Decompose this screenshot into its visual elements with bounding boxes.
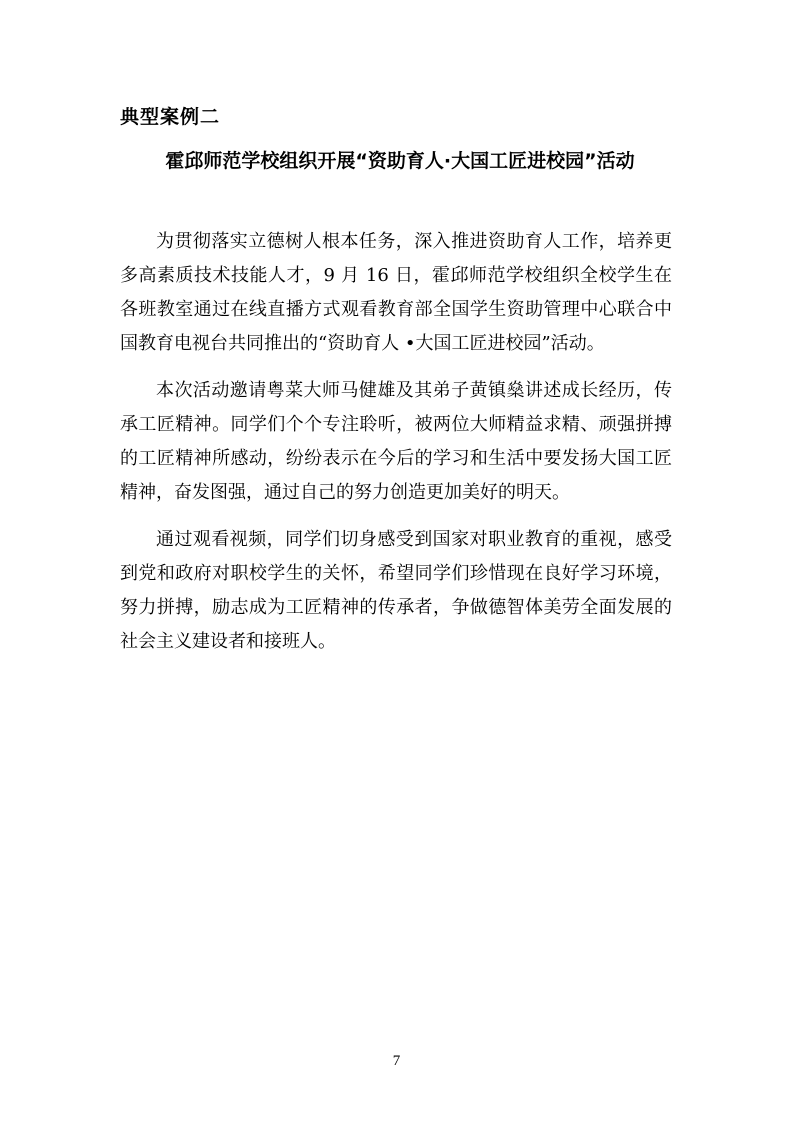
document-body [120, 225, 672, 672]
page-number: 7 [392, 1053, 401, 1069]
paragraph-3: 通过观看视频，同学们切身感受到国家对职业教育的重视，感受到党和政府对职校学生的关怀，希望同学们珍惜现在良好学习环境，努力拼搏，励志成为工匠精神的传承者，争做德智体美劳全面发展的社会主义建设者和接班人。 [120, 529, 672, 652]
case-label: 典型案例二 [120, 106, 221, 128]
document-title: 霍邱师范学校组织开展“资助育人·大国工匠进校园”活动 [165, 150, 635, 172]
paragraph-1: 为贯彻落实立德树人根本任务，深入推进资助育人工作，培养更多高素质技术技能人才，9 月 16 日，霍邱师范学校组织全校学生在各班教室通过在线直播方式观看教育部全国学生资助管理中心联合中国教育电视台共同推出的“资助育人 •大国工匠进校园”活动。 [120, 231, 672, 354]
paragraph-2: 本次活动邀请粤菜大师马健雄及其弟子黄镇燊讲述成长经历，传承工匠精神。同学们个个专注聆听，被两位大师精益求精、顽强拼搏的工匠精神所感动，纷纷表示在今后的学习和生活中要发扬大国工匠精神，奋发图强，通过自己的努力创造更加美好的明天。 [120, 380, 672, 503]
